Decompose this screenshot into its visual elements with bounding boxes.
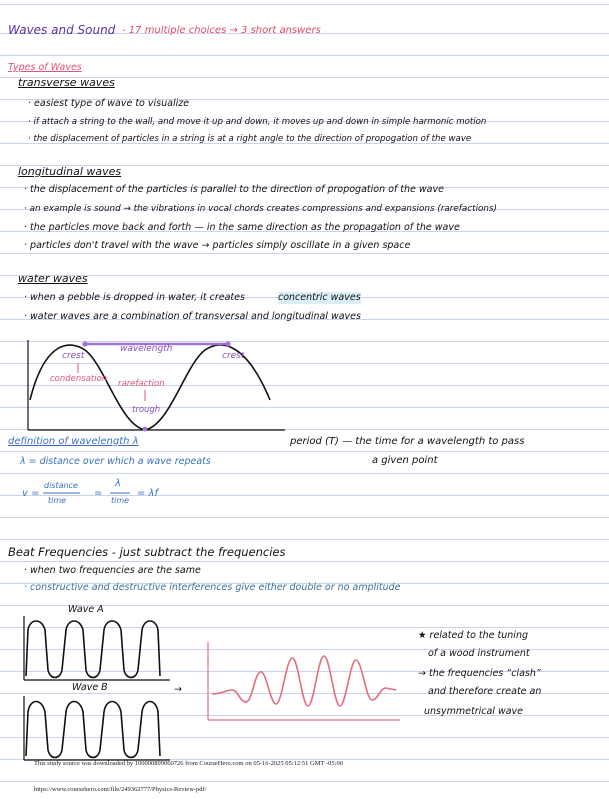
transverse-bullet-2: · if attach a string to the wall, and move it up and down, it moves up and down in simple harmonic motion [28, 117, 487, 127]
side-note-3: → the frequencies “clash” [418, 668, 541, 679]
types-heading: Types of Waves [8, 62, 82, 73]
transverse-bullet-3: · the displacement of particles in a string is at a right angle to the direction of propogation of the wave [28, 134, 472, 144]
download-notice: This study source was downloaded by 100000899060726 from CourseHero.com on 05-16-2025 05:12:51 GMT -05:00 [34, 760, 343, 767]
wave-a-label: Wave A [68, 604, 104, 615]
water-bullet-1: · when a pebble is dropped in water, it creates [24, 292, 245, 303]
transverse-heading: transverse waves [18, 76, 115, 89]
longitudinal-bullet-2: · an example is sound → the vibrations in vocal chords creates compressions and expansions (rarefactions) [24, 204, 497, 214]
longitudinal-bullet-4: · particles don't travel with the wave → particles simply oscillate in a given space [24, 240, 411, 251]
page-subtitle: - 17 multiple choices → 3 short answers [122, 25, 321, 36]
period-line-2: a given point [372, 455, 438, 466]
beat-heading: Beat Frequencies - just subtract the frequencies [8, 545, 286, 559]
water-bullet-2: · water waves are a combination of transversal and longitudinal waves [24, 311, 361, 322]
transverse-bullet-1: · easiest type of wave to visualize [28, 98, 190, 109]
beat-bullet-2: · constructive and destructive interferences give either double or no amplitude [24, 582, 401, 593]
rarefaction-label: rarefaction [118, 379, 165, 389]
equals-lambda-f: = λf [137, 488, 158, 499]
velocity-denominator: time [48, 496, 67, 505]
source-url[interactable]: https://www.coursehero.com/file/249362777/Physics-Review-pdf/ [34, 786, 207, 793]
lambda-denominator: time [111, 496, 130, 505]
side-note-1: ★ related to the tuning [418, 630, 528, 641]
water-highlight: concentric waves [278, 292, 361, 303]
equals-1: = [94, 488, 103, 499]
longitudinal-bullet-1: · the displacement of the particles is parallel to the direction of propogation of the wave [24, 184, 444, 195]
crest-right-label: crest [222, 351, 245, 361]
velocity-v: v = [22, 488, 40, 499]
water-heading: water waves [18, 272, 88, 285]
longitudinal-bullet-3: · the particles move back and forth — in the same direction as the propagation of the wave [24, 222, 460, 233]
condensation-label: condensation [50, 374, 108, 384]
wavelength-def-line: λ = distance over which a wave repeats [20, 456, 211, 467]
beat-bullet-1: · when two frequencies are the same [24, 565, 201, 576]
side-note-4: and therefore create an [428, 686, 542, 697]
velocity-numerator: distance [44, 481, 78, 490]
side-note-2: of a wood instrument [428, 648, 530, 659]
crest-left-label: crest [62, 351, 85, 361]
wavelength-def-heading: definition of wavelength λ [8, 436, 139, 447]
side-note-5: unsymmetrical wave [424, 706, 523, 717]
wavelength-label: wavelength [120, 344, 173, 354]
wave-b-label: Wave B [72, 682, 108, 693]
trough-label: trough [132, 405, 161, 415]
period-line-1: period (T) — the time for a wavelength to pass [290, 436, 525, 447]
longitudinal-heading: longitudinal waves [18, 165, 122, 178]
beat-arrow: → [174, 684, 182, 695]
page-title: Waves and Sound [8, 23, 116, 37]
lambda-numerator: λ [115, 478, 121, 489]
